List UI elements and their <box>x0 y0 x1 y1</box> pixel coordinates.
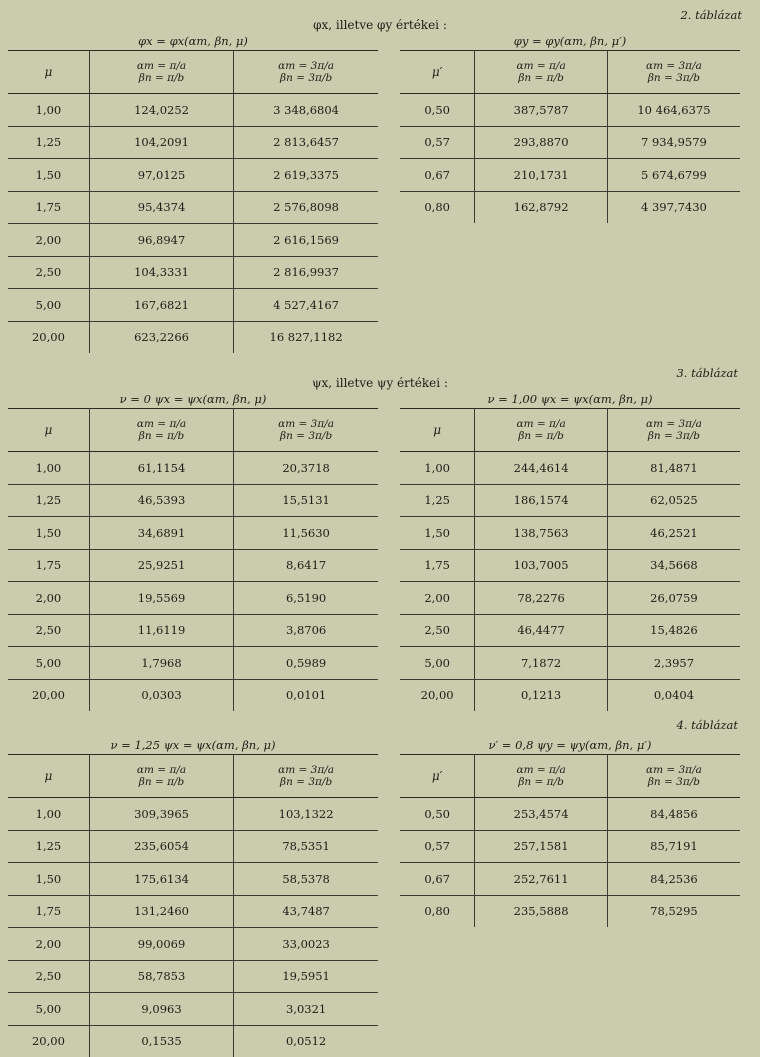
column-header-mu: μ′ <box>400 755 475 798</box>
value-cell: 104,3331 <box>89 256 233 289</box>
mu-cell: 20,00 <box>8 321 89 353</box>
value-cell: 34,6891 <box>89 517 233 550</box>
column-header-mu: μ <box>8 409 89 452</box>
value-cell: 0,0512 <box>285 1034 327 1049</box>
value-cell: 15,5131 <box>234 484 378 517</box>
table-row <box>8 928 378 961</box>
value-cell: 5 674,6799 <box>607 159 740 192</box>
value-cell: 309,3965 <box>89 798 233 831</box>
column-header <box>89 409 233 452</box>
table-row <box>8 289 378 322</box>
value-cell: 1,7968 <box>89 647 233 680</box>
value-cell: 167,6821 <box>89 289 233 322</box>
mu-cell: 1,75 <box>8 191 89 224</box>
value-cell: 235,5888 <box>475 895 608 927</box>
value-cell: 19,5951 <box>234 960 378 993</box>
table-row <box>400 614 740 647</box>
table-row <box>400 549 740 582</box>
value-cell: 244,4614 <box>475 452 608 485</box>
mu-cell: 2,50 <box>400 614 475 647</box>
mu-cell: 1,75 <box>8 549 89 582</box>
value-cell: 0,5989 <box>234 647 378 680</box>
table-row <box>8 484 378 517</box>
data-table <box>8 408 378 711</box>
table-row <box>8 647 378 680</box>
value-cell: 103,1322 <box>234 798 378 831</box>
value-cell: 0,1213 <box>475 679 608 711</box>
mu-cell: 2,50 <box>8 256 89 289</box>
value-cell: 33,0023 <box>234 928 378 961</box>
left-subtitle: ν = 1,25 ψx = ψx(αm, βn, μ) <box>110 738 276 752</box>
mu-cell: 1,50 <box>8 517 89 550</box>
value-cell: 4 397,7430 <box>641 200 707 215</box>
left-subtitle: φx = φx(αm, βn, μ) <box>138 34 248 48</box>
mu-cell: 1,00 <box>8 798 89 831</box>
mu-cell: 20,00 <box>8 1025 89 1057</box>
value-cell: 0,0101 <box>285 688 327 703</box>
mu-cell: 2,00 <box>8 224 89 257</box>
mu-cell: 0,80 <box>400 895 475 927</box>
header-line: αm = 3π/a <box>645 764 702 776</box>
value-cell: 210,1731 <box>475 159 608 192</box>
value-cell: 62,0525 <box>607 484 740 517</box>
value-cell: 293,8870 <box>475 126 608 159</box>
value-cell: 186,1574 <box>475 484 608 517</box>
table-row <box>400 863 740 896</box>
value-cell: 6,5190 <box>234 582 378 615</box>
mu-cell: 0,50 <box>400 798 475 831</box>
table-row <box>8 830 378 863</box>
value-cell: 2,3957 <box>607 647 740 680</box>
data-table <box>400 754 740 927</box>
mu-cell: 20,00 <box>400 679 475 711</box>
value-cell: 84,2536 <box>607 863 740 896</box>
mu-cell: 2,00 <box>400 582 475 615</box>
table-row <box>400 517 740 550</box>
mu-cell: 5,00 <box>8 289 89 322</box>
value-cell: 2 616,1569 <box>234 224 378 257</box>
table-row <box>8 191 378 224</box>
header-line: αm = π/a <box>516 418 566 430</box>
value-cell: 235,6054 <box>89 830 233 863</box>
mu-cell: 1,50 <box>400 517 475 550</box>
header-line: αm = π/a <box>136 60 187 72</box>
table-row <box>8 614 378 647</box>
table-row <box>8 863 378 896</box>
column-header <box>234 409 378 452</box>
table-row <box>8 679 378 711</box>
value-cell: 162,8792 <box>475 191 608 223</box>
table-row <box>8 452 378 485</box>
mu-cell: 0,67 <box>400 159 475 192</box>
header-line: βn = π/b <box>518 776 564 788</box>
value-cell: 3,8706 <box>234 614 378 647</box>
right-subtitle: ν′ = 0,8 ψy = ψy(αm, βn, μ′) <box>488 738 652 752</box>
column-header-mu: μ′ <box>400 51 475 94</box>
header-line: βn = π/b <box>518 72 564 84</box>
value-cell: 8,6417 <box>234 549 378 582</box>
header-line: βn = π/b <box>518 430 564 442</box>
column-header <box>234 755 378 798</box>
value-cell: 257,1581 <box>475 830 608 863</box>
value-cell: 26,0759 <box>607 582 740 615</box>
table-row <box>8 126 378 159</box>
header-line: βn = 3π/b <box>647 776 701 788</box>
value-cell: 58,5378 <box>234 863 378 896</box>
table-row <box>400 159 740 192</box>
column-header-mu: μ <box>8 51 89 94</box>
mu-cell: 1,50 <box>8 863 89 896</box>
value-cell: 58,7853 <box>89 960 233 993</box>
value-cell: 2 619,3375 <box>234 159 378 192</box>
table-row <box>400 452 740 485</box>
value-cell: 387,5787 <box>475 94 608 127</box>
header-line: αm = 3π/a <box>278 418 335 430</box>
value-cell: 81,4871 <box>607 452 740 485</box>
mu-cell: 1,50 <box>8 159 89 192</box>
mu-cell: 1,25 <box>8 830 89 863</box>
value-cell: 104,2091 <box>89 126 233 159</box>
mu-cell: 2,50 <box>8 960 89 993</box>
mu-cell: 5,00 <box>8 993 89 1026</box>
table-row <box>400 895 740 927</box>
section-title: φx, illetve φy értékei : <box>313 18 447 32</box>
column-header <box>475 409 608 452</box>
column-header <box>89 755 233 798</box>
value-cell: 84,4856 <box>607 798 740 831</box>
header-line: βn = 3π/b <box>280 72 333 84</box>
section-title: ψx, illetve ψy értékei : <box>312 376 448 390</box>
mu-cell: 5,00 <box>8 647 89 680</box>
table-row <box>8 960 378 993</box>
header-line: βn = 3π/b <box>647 430 701 442</box>
table-row <box>400 830 740 863</box>
header-line: αm = π/a <box>136 418 187 430</box>
value-cell: 0,0404 <box>653 688 695 703</box>
value-cell: 46,2521 <box>607 517 740 550</box>
table-row <box>400 582 740 615</box>
header-line: αm = 3π/a <box>645 418 702 430</box>
header-line: βn = π/b <box>138 72 185 84</box>
mu-cell: 1,00 <box>8 94 89 127</box>
value-cell: 11,5630 <box>234 517 378 550</box>
mu-cell: 0,57 <box>400 126 475 159</box>
column-header <box>607 51 740 94</box>
left-subtitle: ν = 0 ψx = ψx(αm, βn, μ) <box>119 392 267 406</box>
value-cell: 15,4826 <box>607 614 740 647</box>
value-cell: 623,2266 <box>89 321 233 353</box>
right-subtitle: ν = 1,00 ψx = ψx(αm, βn, μ) <box>487 392 653 406</box>
value-cell: 78,2276 <box>475 582 608 615</box>
value-cell: 43,7487 <box>234 895 378 928</box>
mu-cell: 0,57 <box>400 830 475 863</box>
mu-cell: 20,00 <box>8 679 89 711</box>
value-cell: 95,4374 <box>89 191 233 224</box>
value-cell: 175,6134 <box>89 863 233 896</box>
value-cell: 46,4477 <box>475 614 608 647</box>
table-row <box>8 798 378 831</box>
mu-cell: 0,80 <box>400 191 475 223</box>
value-cell: 34,5668 <box>607 549 740 582</box>
table-row <box>8 94 378 127</box>
value-cell: 7,1872 <box>475 647 608 680</box>
column-header <box>475 51 608 94</box>
header-line: αm = 3π/a <box>278 764 335 776</box>
value-cell: 85,7191 <box>607 830 740 863</box>
table-row <box>400 484 740 517</box>
header-line: αm = π/a <box>516 60 566 72</box>
mu-cell: 2,00 <box>8 582 89 615</box>
table-row <box>400 94 740 127</box>
value-cell: 252,7611 <box>475 863 608 896</box>
value-cell: 19,5569 <box>89 582 233 615</box>
value-cell: 99,0069 <box>89 928 233 961</box>
mu-cell: 1,25 <box>8 126 89 159</box>
mu-cell: 1,75 <box>8 895 89 928</box>
table-row <box>400 798 740 831</box>
value-cell: 138,7563 <box>475 517 608 550</box>
mu-cell: 1,00 <box>8 452 89 485</box>
table-row <box>8 224 378 257</box>
value-cell: 25,9251 <box>89 549 233 582</box>
value-cell: 2 576,8098 <box>234 191 378 224</box>
mu-cell: 1,75 <box>400 549 475 582</box>
value-cell: 10 464,6375 <box>607 94 740 127</box>
mu-cell: 2,00 <box>8 928 89 961</box>
value-cell: 46,5393 <box>89 484 233 517</box>
table-row <box>8 993 378 1026</box>
column-header-mu: μ <box>400 409 475 452</box>
table-row <box>8 256 378 289</box>
value-cell: 78,5351 <box>234 830 378 863</box>
data-table <box>8 754 378 1057</box>
value-cell: 2 816,9937 <box>234 256 378 289</box>
column-header-mu: μ <box>8 755 89 798</box>
value-cell: 96,8947 <box>89 224 233 257</box>
header-line: βn = π/b <box>138 430 185 442</box>
header-line: αm = 3π/a <box>278 60 335 72</box>
mu-cell: 1,00 <box>400 452 475 485</box>
column-header <box>607 409 740 452</box>
header-line: βn = 3π/b <box>280 776 333 788</box>
right-subtitle: φy = φy(αm, βn, μ′) <box>513 34 627 48</box>
value-cell: 253,4574 <box>475 798 608 831</box>
table-row <box>400 191 740 223</box>
data-table <box>8 50 378 353</box>
data-table <box>400 50 740 223</box>
column-header <box>234 51 378 94</box>
table-label: 2. táblázat <box>680 8 742 22</box>
mu-cell: 1,25 <box>8 484 89 517</box>
table-row <box>8 895 378 928</box>
table-row <box>8 582 378 615</box>
value-cell: 11,6119 <box>89 614 233 647</box>
column-header <box>475 755 608 798</box>
mu-cell: 5,00 <box>400 647 475 680</box>
table-label: 4. táblázat <box>676 718 738 732</box>
header-line: αm = π/a <box>136 764 187 776</box>
value-cell: 124,0252 <box>89 94 233 127</box>
value-cell: 20,3718 <box>234 452 378 485</box>
table-row <box>8 1025 378 1057</box>
mu-cell: 0,67 <box>400 863 475 896</box>
table-row <box>8 517 378 550</box>
header-line: βn = π/b <box>138 776 185 788</box>
table-row <box>8 321 378 353</box>
value-cell: 0,1535 <box>89 1025 233 1057</box>
table-label: 3. táblázat <box>676 366 738 380</box>
value-cell: 97,0125 <box>89 159 233 192</box>
header-line: βn = 3π/b <box>280 430 333 442</box>
value-cell: 2 813,6457 <box>234 126 378 159</box>
table-row <box>400 647 740 680</box>
value-cell: 61,1154 <box>89 452 233 485</box>
value-cell: 7 934,9579 <box>607 126 740 159</box>
column-header <box>607 755 740 798</box>
table-row <box>8 159 378 192</box>
header-line: αm = 3π/a <box>645 60 702 72</box>
value-cell: 0,0303 <box>89 679 233 711</box>
column-header <box>89 51 233 94</box>
value-cell: 4 527,4167 <box>234 289 378 322</box>
table-row <box>8 549 378 582</box>
data-table <box>400 408 740 711</box>
table-row <box>400 679 740 711</box>
mu-cell: 0,50 <box>400 94 475 127</box>
value-cell: 78,5295 <box>650 904 698 919</box>
mu-cell: 1,25 <box>400 484 475 517</box>
value-cell: 16 827,1182 <box>269 330 343 345</box>
table-row <box>400 126 740 159</box>
value-cell: 103,7005 <box>475 549 608 582</box>
value-cell: 3,0321 <box>234 993 378 1026</box>
header-line: αm = π/a <box>516 764 566 776</box>
mu-cell: 2,50 <box>8 614 89 647</box>
header-line: βn = 3π/b <box>647 72 701 84</box>
value-cell: 131,2460 <box>89 895 233 928</box>
value-cell: 9,0963 <box>89 993 233 1026</box>
value-cell: 3 348,6804 <box>234 94 378 127</box>
